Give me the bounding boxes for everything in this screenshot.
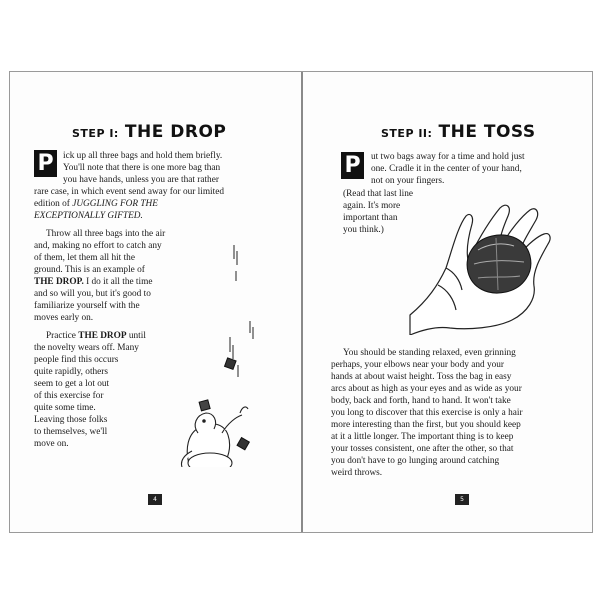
- left-heading-step: STEP I:: [72, 127, 119, 140]
- left-p2-line-6: and so will you, but it's good to: [34, 289, 151, 299]
- left-p3-line-9: to themselves, we'll: [34, 427, 108, 437]
- right-aside-line-3: important than: [343, 213, 398, 223]
- right-aside-line-2: again. It's more: [343, 201, 401, 211]
- left-p1-line-4-text: edition of: [34, 199, 70, 209]
- right-first-line: ut two bags away for a time and hold just: [371, 152, 525, 162]
- left-p2-line-3: of them, let them all hit the: [34, 253, 135, 263]
- left-p3-line-10: move on.: [34, 439, 69, 449]
- left-p3-line-5: seem to get a lot out: [34, 379, 110, 389]
- left-p1-line-4: [34, 199, 289, 211]
- left-p1-line-3: rare case, in which event send away for our limited: [34, 187, 224, 197]
- left-p2-line-1: Throw all three bags into the air: [46, 229, 166, 239]
- left-page-number: 4: [148, 494, 162, 505]
- left-p2-line-4: ground. This is an example of: [34, 265, 145, 275]
- hand-holding-bag-illustration: [408, 190, 568, 335]
- right-aside-line-4: you think.): [343, 225, 384, 235]
- left-dropcap: P: [34, 150, 57, 177]
- left-p3-line-3: people find this occurs: [34, 355, 119, 365]
- left-p1-line-5: [34, 211, 289, 223]
- right-p2-line-11: weird throws.: [331, 468, 383, 478]
- left-p2-bold: THE DROP.: [34, 277, 84, 287]
- right-heading-step: STEP II:: [381, 127, 433, 140]
- left-p1-italic-1: JUGGLING FOR THE: [72, 199, 158, 209]
- left-p2-line-7: familiarize yourself with the: [34, 301, 140, 311]
- right-p1-line-1: one. Cradle it in the center of your hand,: [371, 164, 522, 174]
- left-p1-italic-2: EXCEPTIONALLY GIFTED.: [34, 211, 143, 221]
- right-page-number: 5: [455, 494, 469, 505]
- left-p2-line-8: moves early on.: [34, 313, 94, 323]
- left-p1-line-2: you have hands, unless you are that rather: [63, 175, 219, 185]
- left-p3-line-6: of this exercise for: [34, 391, 104, 401]
- right-p2-line-1: You should be standing relaxed, even grinning: [343, 348, 516, 358]
- right-p2-line-2: perhaps, your elbows near your body and your: [331, 360, 504, 370]
- left-p3-after: until: [126, 331, 146, 341]
- left-p3-line-4: quite rapidly, others: [34, 367, 109, 377]
- right-p2-line-4: arcs about as high as your eyes and as wide as your: [331, 384, 522, 394]
- right-heading: [381, 122, 536, 142]
- left-page: [10, 72, 301, 532]
- left-heading-title: THE DROP: [124, 122, 227, 142]
- left-p2-after: I do it all the time: [83, 277, 153, 287]
- right-p1-line-2: not on your fingers.: [371, 176, 445, 186]
- right-p2-line-9: your tosses consistent, one after the other, so that: [331, 444, 514, 454]
- right-p2-line-10: you don't have to go lunging around catching: [331, 456, 500, 466]
- right-aside-line-1: (Read that last line: [343, 189, 413, 199]
- right-p2-line-6: you long to discover that this exercise is only a hair: [331, 408, 523, 418]
- left-heading: [72, 122, 226, 142]
- right-p2-line-3: hands at about waist height. Toss the bag in easy: [331, 372, 512, 382]
- dropping-bags-illustration: [170, 237, 290, 467]
- left-p3-line-7: quite some time.: [34, 403, 96, 413]
- left-p3-line-2: the novelty wears off. Many: [34, 343, 139, 353]
- right-p2-line-8: at it a little longer. The important thing is to keep: [331, 432, 514, 442]
- right-heading-title: THE TOSS: [438, 122, 536, 142]
- left-p3-line-8: Leaving those folks: [34, 415, 108, 425]
- book-spread: [9, 71, 593, 533]
- left-p2-line-2: and, making no effort to catch any: [34, 241, 162, 251]
- left-p3-bold: THE DROP: [78, 331, 127, 341]
- left-first-line: ick up all three bags and hold them briefly.: [63, 151, 223, 161]
- right-p2-line-5: body, back and forth, hand to hand. It won't take: [331, 396, 511, 406]
- right-page: [303, 72, 592, 532]
- left-p1-line-1: You'll note that there is one more bag than: [63, 163, 221, 173]
- right-dropcap: P: [341, 152, 364, 179]
- left-p3-before: Practice: [46, 331, 79, 341]
- right-p2-line-7: more interesting than the first, but you should keep: [331, 420, 521, 430]
